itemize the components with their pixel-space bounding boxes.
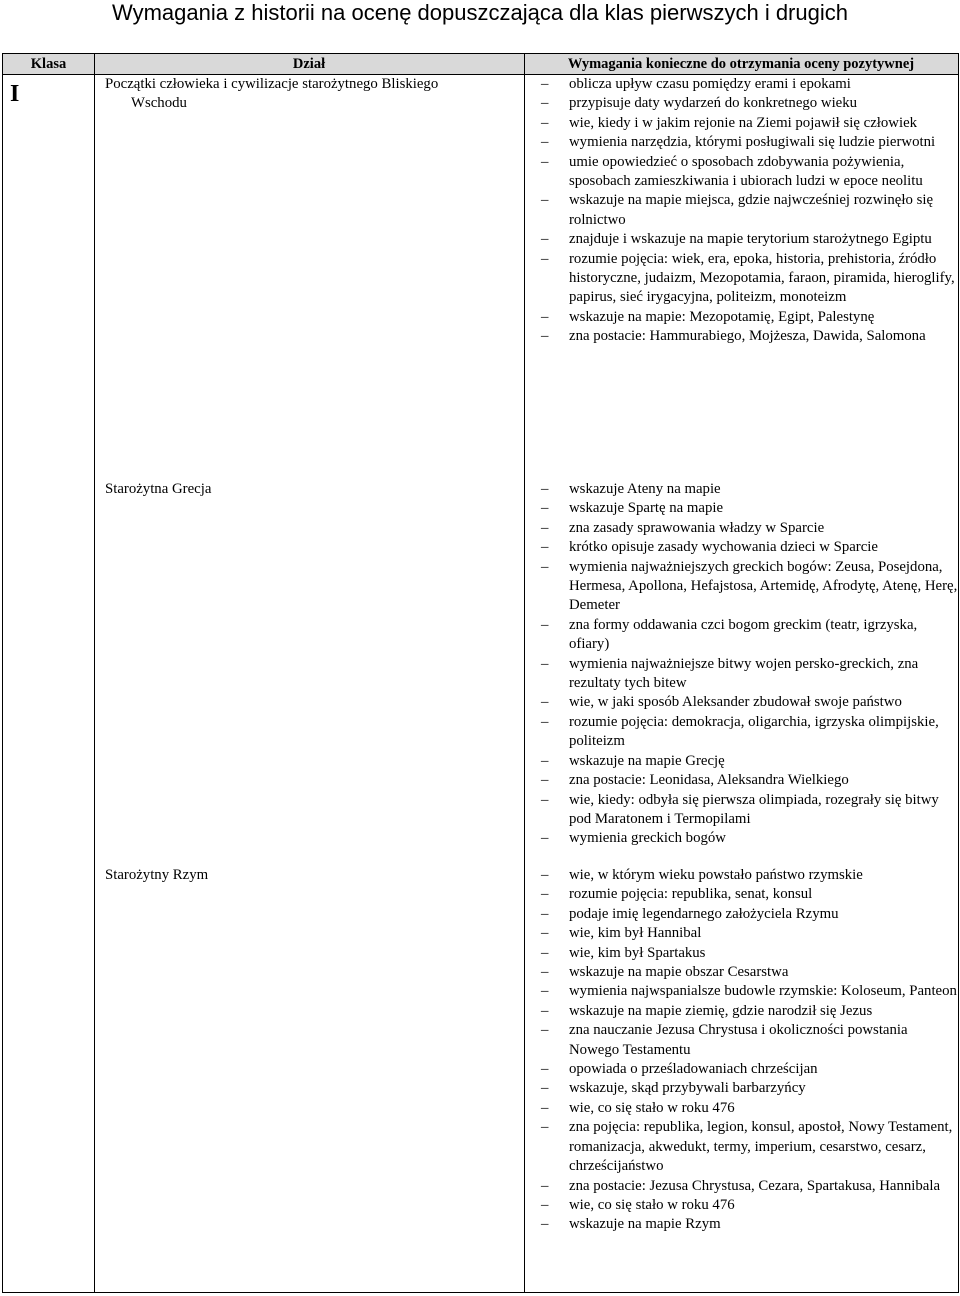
list-item: – umie opowiedzieć o sposobach zdobywania pożywienia, sposobach zamieszkiwania i ubiorach ludzi w epoce neolitu [541,153,959,192]
requirements-list [541,480,959,849]
list-item: – zna nauczanie Jezusa Chrystusa i okoliczności powstania Nowego Testamentu [541,1021,959,1060]
list-item: – wie, kiedy i w jakim rejonie na Ziemi pojawił się człowiek [541,114,959,133]
list-item: – opowiada o prześladowaniach chrześcijan [541,1060,959,1079]
requirements-table [2,53,959,1293]
list-item: – wskazuje, skąd przybywali barbarzyńcy [541,1079,959,1098]
header-dzial: Dział [292,56,326,72]
list-item: – wie, kiedy: odbyła się pierwsza olimpiada, rozegrały się bitwy pod Maratonem i Termopilami [541,791,959,830]
requirements-list [541,75,959,347]
list-item: – zna zasady sprawowania władzy w Sparcie [541,519,959,538]
list-item: – wie, kim był Hannibal [541,924,959,943]
table-header [3,53,958,75]
list-item: – wie, w jaki sposób Aleksander zbudował swoje państwo [541,693,959,712]
list-item: – przypisuje daty wydarzeń do konkretnego wieku [541,94,959,113]
list-item: – zna formy oddawania czci bogom greckim (teatr, igrzyska, ofiary) [541,616,959,655]
column-divider [94,53,95,1292]
header-wymagania: Wymagania konieczne do otrzymania oceny pozytywnej [567,56,915,72]
list-item: – zna postacie: Jezusa Chrystusa, Cezara, Spartakusa, Hannibala [541,1177,959,1196]
list-item: – wskazuje na mapie Grecję [541,752,959,771]
list-item: – wie, co się stało w roku 476 [541,1196,959,1215]
section-title: Starożytny Rzym [105,867,209,883]
list-item: – wie, co się stało w roku 476 [541,1099,959,1118]
list-item: – zna postacie: Leonidasa, Aleksandra Wielkiego [541,771,959,790]
list-item: – zna pojęcia: republika, legion, konsul, apostoł, Nowy Testament, romanizacja, akwedukt, termy, imperium, cesarstwo, cesarz, chrześcijaństwo [541,1118,959,1176]
list-item: – wymienia najważniejsze bitwy wojen persko-greckich, zna rezultaty tych bitew [541,655,959,694]
list-item: – wskazuje Ateny na mapie [541,480,959,499]
list-item: – wymienia narzędzia, którymi posługiwali się ludzie pierwotni [541,133,959,152]
document-title: Wymagania z historii na ocenę dopuszczająca dla klas pierwszych i drugich [112,0,848,25]
list-item: – rozumie pojęcia: republika, senat, konsul [541,885,959,904]
list-item: – wymienia greckich bogów [541,829,959,848]
section-title-line: Wschodu [131,95,187,112]
list-item: – wskazuje Spartę na mapie [541,499,959,518]
list-item: – rozumie pojęcia: demokracja, oligarchia, igrzyska olimpijskie, politeizm [541,713,959,752]
requirements-list [541,866,959,1235]
class-number: I [10,81,20,107]
list-item: – wskazuje na mapie ziemię, gdzie narodził się Jezus [541,1002,959,1021]
list-item: – zna postacie: Hammurabiego, Mojżesza, Dawida, Salomona [541,327,959,346]
list-item: – wskazuje na mapie obszar Cesarstwa [541,963,959,982]
list-item: – oblicza upływ czasu pomiędzy erami i epokami [541,75,959,94]
header-klasa: Klasa [30,56,67,72]
list-item: – podaje imię legendarnego założyciela Rzymu [541,905,959,924]
section-title [105,75,517,114]
list-item: – wie, w którym wieku powstało państwo rzymskie [541,866,959,885]
column-divider [524,53,525,1292]
list-item: – wskazuje na mapie: Mezopotamię, Egipt, Palestynę [541,308,959,327]
list-item: – wymienia najwspanialsze budowle rzymskie: Koloseum, Panteon [541,982,959,1001]
list-item: – krótko opisuje zasady wychowania dzieci w Sparcie [541,538,959,557]
list-item: – rozumie pojęcia: wiek, era, epoka, historia, prehistoria, źródło historyczne, judaizm, Mezopotamia, faraon, piramida, hieroglify, papirus, sieć irygacyjna, politeizm, monoteizm [541,250,959,308]
section-title: Starożytna Grecja [105,481,212,497]
list-item: – wskazuje na mapie Rzym [541,1215,959,1234]
list-item: – wskazuje na mapie miejsca, gdzie najwcześniej rozwinęło się rolnictwo [541,191,959,230]
list-item: – wie, kim był Spartakus [541,944,959,963]
list-item: – znajduje i wskazuje na mapie terytorium starożytnego Egiptu [541,230,959,249]
list-item: – wymienia najważniejszych greckich bogów: Zeusa, Posejdona, Hermesa, Apollona, Hefajstosa, Artemidę, Afrodytę, Atenę, Herę, Demeter [541,558,959,616]
section-title-line: Początki człowieka i cywilizacje starożytnego Bliskiego [105,76,439,92]
